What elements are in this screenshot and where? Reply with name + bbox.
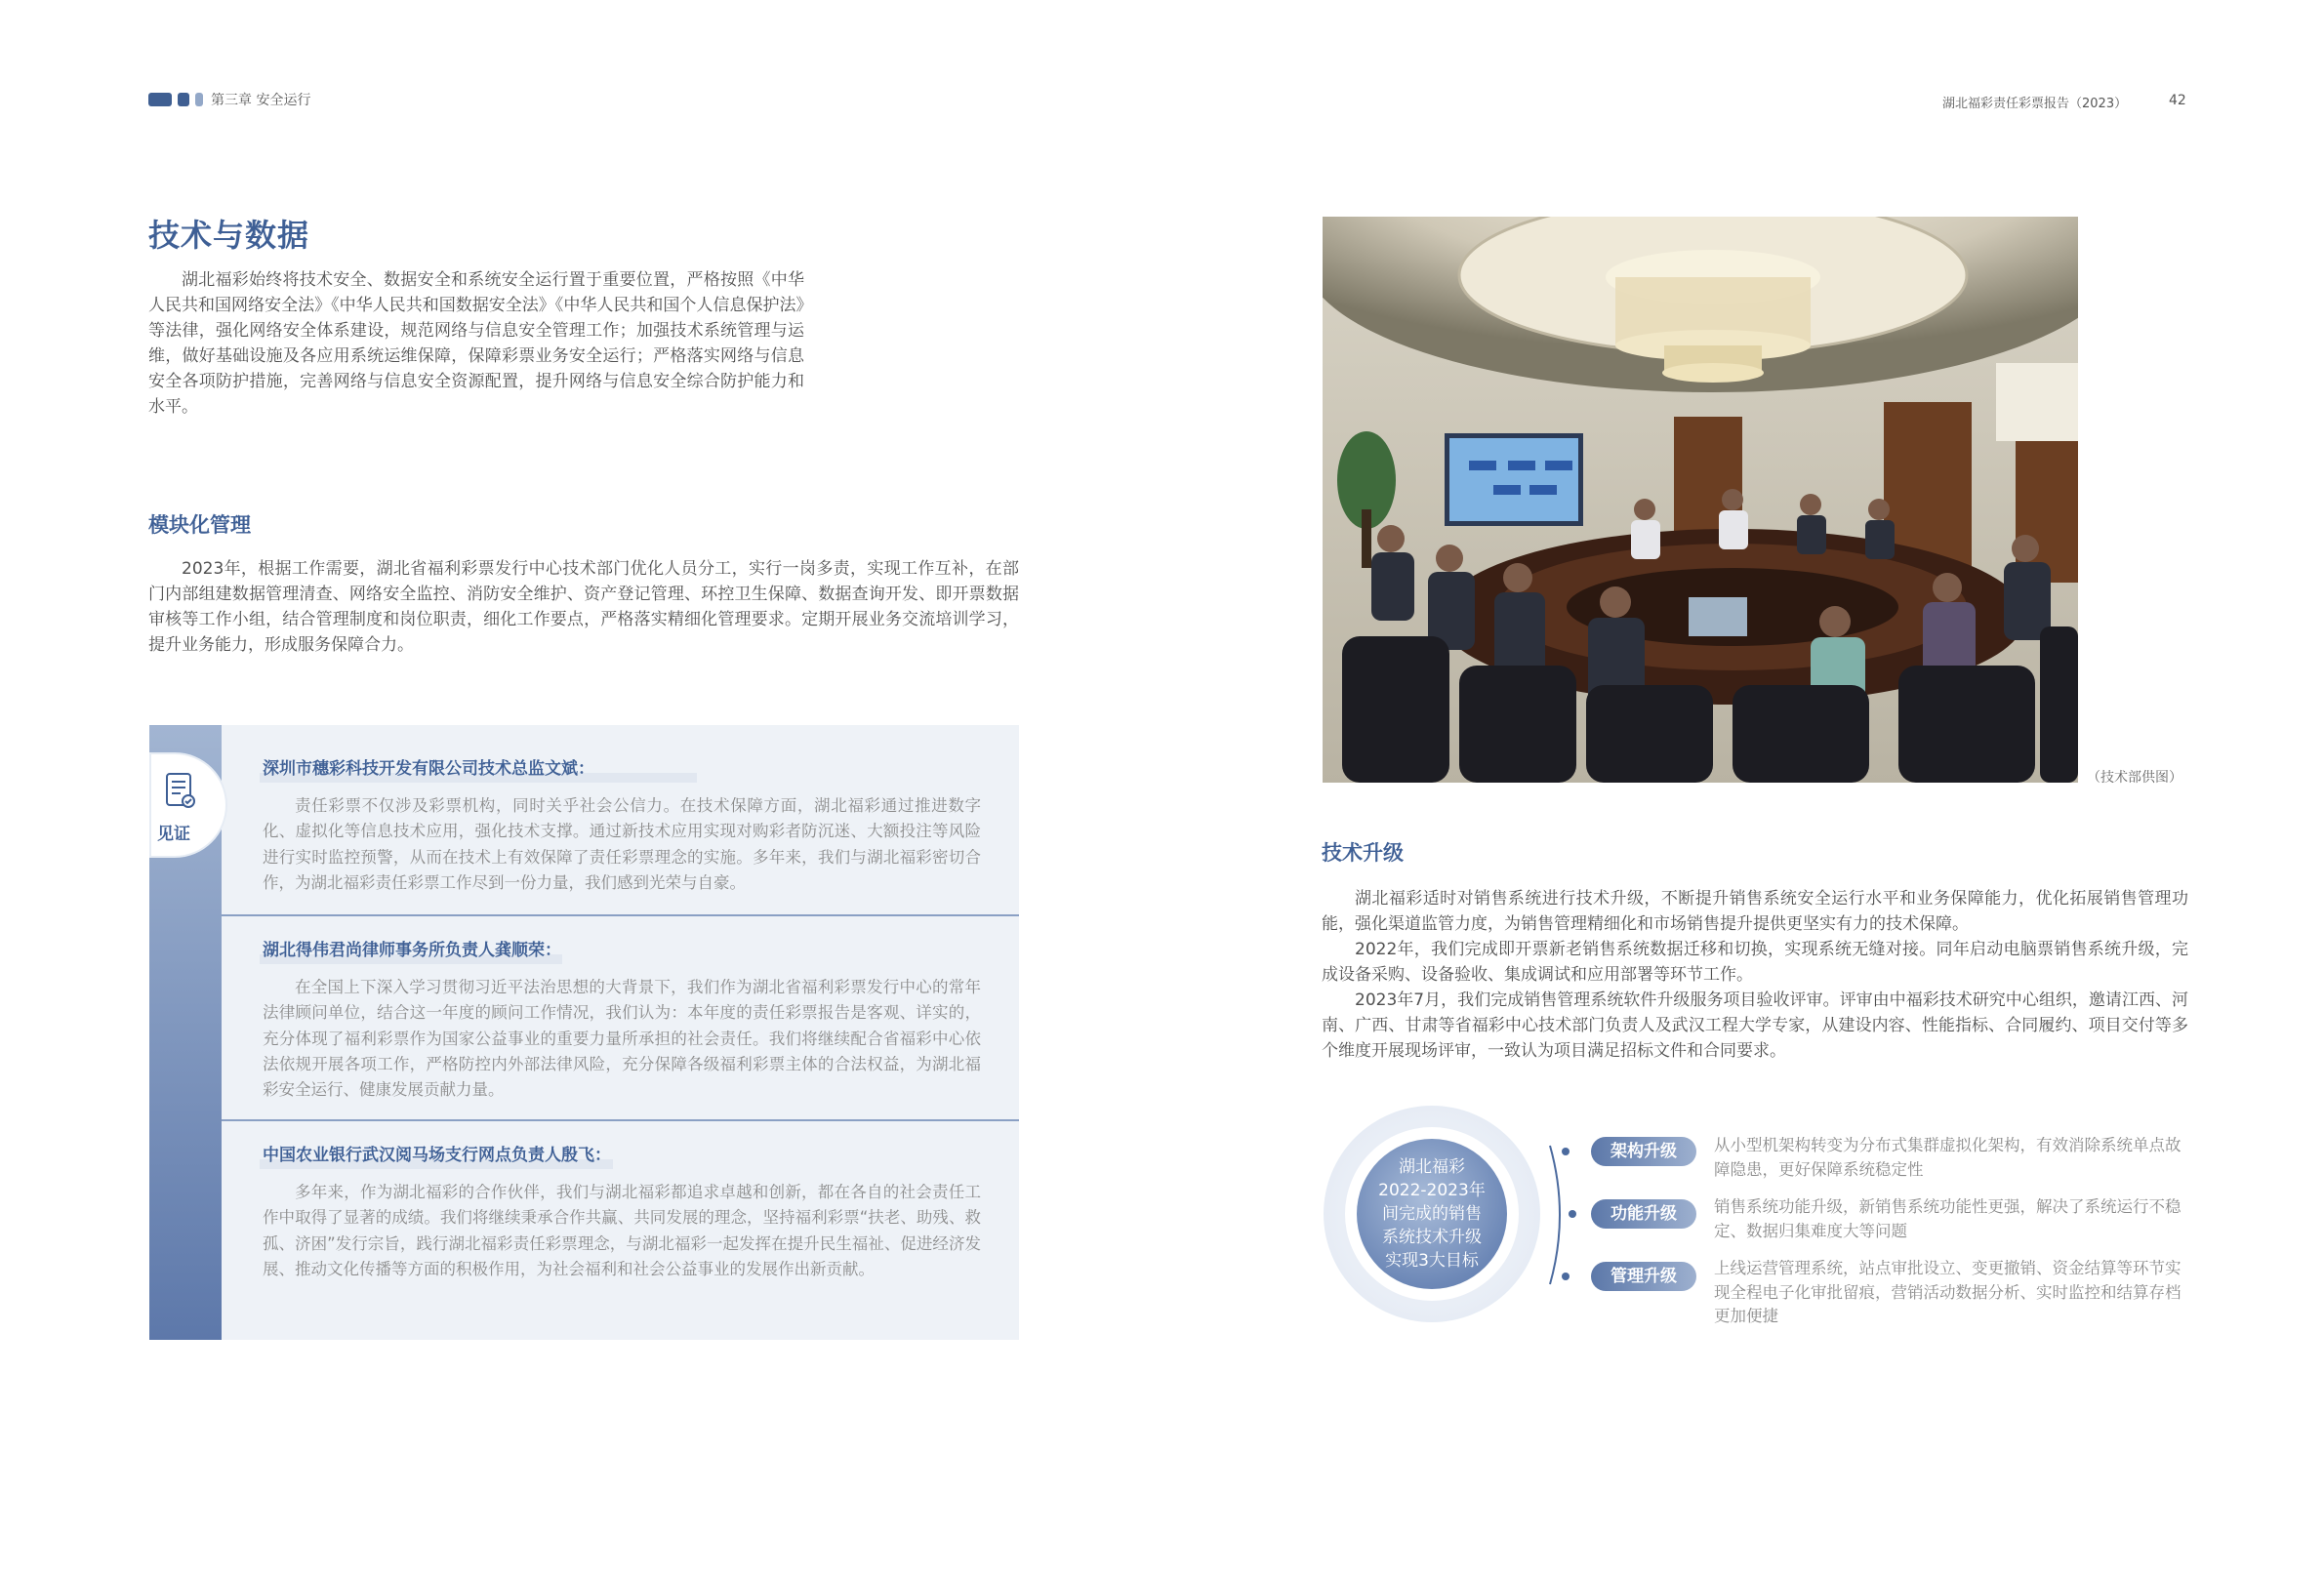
divider xyxy=(222,1119,1019,1121)
circle-text-line: 系统技术升级 xyxy=(1382,1228,1482,1247)
circle-text-line: 2022-2023年 xyxy=(1378,1181,1486,1200)
witness-text: 责任彩票不仅涉及彩票机构，同时关乎社会公信力。在技术保障方面，湖北福彩通过推进数字化、虚拟化等信息技术应用，强化技术支撑。通过新技术应用实现对购彩者防沉迷、大额投注等风险进行实时监控预警，从而在技术上有效保障了责任彩票理念的实施。多年来，我们与湖北福彩密切合作，为湖北福彩责任彩票工作尽到一份力量，我们感到光荣与自豪。 xyxy=(263,796,981,892)
goal-text: 从小型机架构转变为分布式集群虚拟化架构，有效消除系统单点故障隐患，更好保障系统稳定性 xyxy=(1714,1136,2181,1179)
module-paragraph: 2023年，根据工作需要，湖北省福利彩票发行中心技术部门优化人员分工，实行一岗多责，实现工作互补，在部门内部组建数据管理清查、网络安全监控、消防安全维护、资产登记管理、环控卫生保障、数据查询开发、即开票数据审核等工作小组，结合管理制度和岗位职责，细化工作要点，严格落实精细化管理要求。定期开展业务交流培训学习，提升业务能力，形成服务保障合力。 xyxy=(148,559,1019,655)
circle-text-line: 实现3大目标 xyxy=(1385,1251,1479,1271)
page-number: 42 xyxy=(2169,93,2186,108)
goals-list xyxy=(1562,1132,2324,1337)
meeting-photo-image xyxy=(1323,217,2078,783)
report-title: 湖北福彩责任彩票报告（2023） xyxy=(1942,97,2128,111)
witness-name: 湖北得伟君尚律师事务所负责人龚顺荣： xyxy=(263,941,561,960)
witness-name: 深圳市穗彩科技开发有限公司技术总监文斌： xyxy=(263,759,594,779)
witness-text: 在全国上下深入学习贯彻习近平法治思想的大背景下，我们作为湖北省福利彩票发行中心的常年法律顾问单位，结合这一年度的顾问工作情况，我们认为：本年度的责任彩票报告是客观、详实的，充分体现了福利彩票作为国家公益事业的重要力量所承担的社会责任。我们将继续配合省福彩中心依法依规开展各项工作，严格防控内外部法律风险，充分保障各级福利彩票主体的合法权益，为湖北福彩安全运行、健康发展贡献力量。 xyxy=(263,978,981,1100)
goal-label: 管理升级 xyxy=(1591,1262,1696,1291)
divider xyxy=(222,914,1019,916)
photo-credit: （技术部供图） xyxy=(2087,770,2182,786)
chapter-marker-icon xyxy=(148,92,203,107)
goal-label: 功能升级 xyxy=(1591,1199,1696,1229)
witness-text: 多年来，作为湖北福彩的合作伙伴，我们与湖北福彩都追求卓越和创新，都在各自的社会责任工作中取得了显著的成绩。我们将继续秉承合作共赢、共同发展的理念，坚持福利彩票“扶老、助残、救孤、济困”发行宗旨，践行湖北福彩责任彩票理念，与湖北福彩一起发挥在提升民生福祉、促进经济发展、推动文化传播等方面的积极作用，为社会福利和社会公益事业的发展作出新贡献。 xyxy=(263,1183,981,1278)
goal-text: 上线运营管理系统，站点审批设立、变更撤销、资金结算等环节实现全程电子化审批留痕，营销活动数据分析、实时监控和结算存档更加便捷 xyxy=(1714,1259,2181,1325)
tech-paragraph: 2023年7月，我们完成销售管理系统软件升级服务项目验收评审。评审由中福彩技术研究中心组织，邀请江西、河南、广西、甘肃等省福彩中心技术部门负责人及武汉工程大学专家，从建设内容、性能指标、合同履约、项目交付等多个维度开展现场评审，一致认为项目满足招标文件和合同要求。 xyxy=(1322,990,2188,1061)
circle-text-line: 湖北福彩 xyxy=(1399,1157,1465,1177)
tech-paragraph: 2022年，我们完成即开票新老销售系统数据迁移和切换，实现系统无缝对接。同年启动电脑票销售系统升级，完成设备采购、设备验收、集成调试和应用部署等环节工作。 xyxy=(1322,940,2188,985)
goal-dot-icon xyxy=(1562,1273,1570,1280)
witness-box xyxy=(149,725,1019,1340)
goal-label: 架构升级 xyxy=(1591,1137,1696,1166)
tech-paragraph: 湖北福彩适时对销售系统进行技术升级，不断提升销售系统安全运行水平和业务保障能力，优化拓展销售管理功能，强化渠道监管力度，为销售管理精细化和市场销售提升提供更坚实有力的技术保障。 xyxy=(1322,889,2188,934)
goal-dot-icon xyxy=(1562,1148,1570,1155)
goals-circle xyxy=(1357,1139,1507,1289)
module-title: 模块化管理 xyxy=(148,513,251,537)
intro-paragraph: 湖北福彩始终将技术安全、数据安全和系统安全运行置于重要位置，严格按照《中华人民共和国网络安全法》《中华人民共和国数据安全法》《中华人民共和国个人信息保护法》等法律，强化网络安全体系建设，规范网络与信息安全管理工作；加强技术系统管理与运维，做好基础设施及各应用系统运维保障，保障彩票业务安全运行；严格落实网络与信息安全各项防护措施，完善网络与信息安全资源配置，提升网络与信息安全综合防护能力和水平。 xyxy=(148,270,804,417)
badge-label: 见证 xyxy=(157,825,190,844)
section-title: 技术与数据 xyxy=(148,217,310,254)
meeting-photo xyxy=(1323,217,2078,783)
circle-text-line: 间完成的销售 xyxy=(1382,1204,1482,1224)
chapter-label: 第三章 安全运行 xyxy=(211,93,311,108)
witness-name: 中国农业银行武汉阅马场支行网点负责人殷飞： xyxy=(263,1146,611,1165)
document-icon xyxy=(163,772,198,811)
tech-upgrade-title: 技术升级 xyxy=(1322,841,1404,865)
goal-dot-icon xyxy=(1569,1210,1576,1218)
goal-text: 销售系统功能升级，新销售系统功能性更强，解决了系统运行不稳定、数据归集难度大等问题 xyxy=(1714,1197,2181,1240)
